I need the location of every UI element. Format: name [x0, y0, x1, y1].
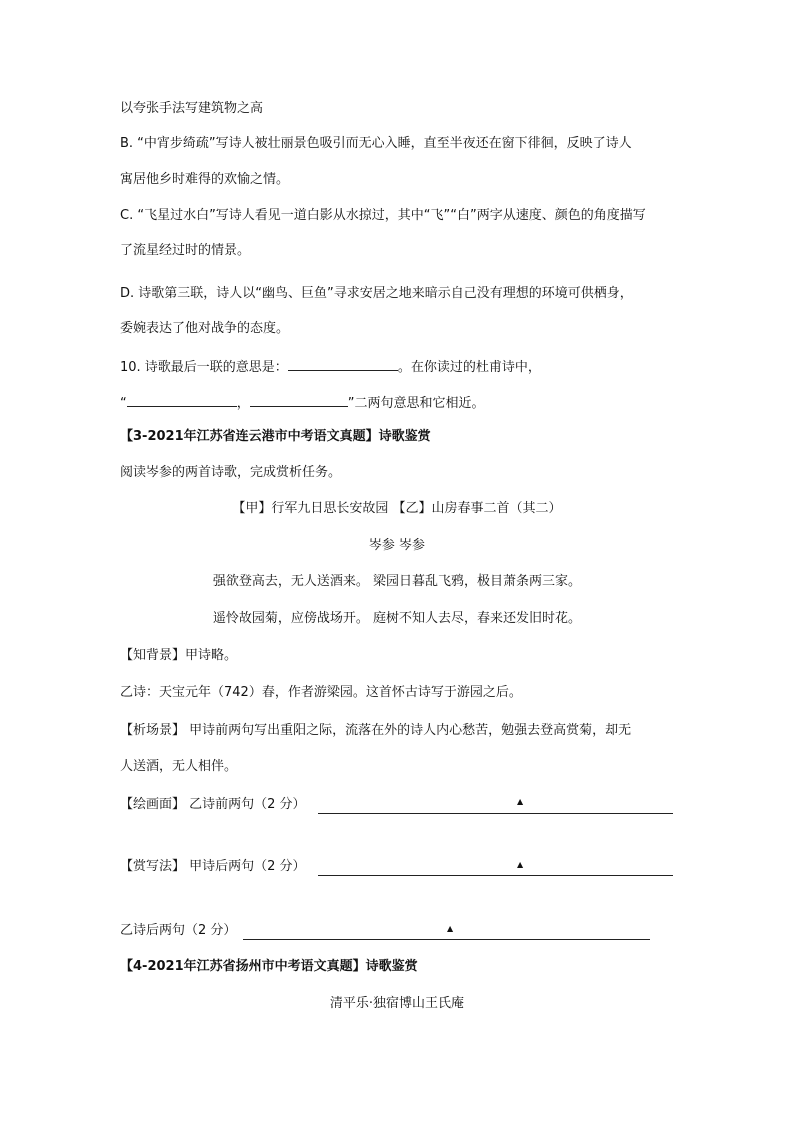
option-d-line2: 委婉表达了他对战争的态度。: [120, 321, 290, 336]
triangle-marker-icon: ▲: [447, 924, 454, 933]
answer-blank-2[interactable]: [127, 392, 237, 407]
background-label: 【知背景】甲诗略。: [120, 648, 238, 663]
yi-poem-question: 乙诗后两句（2 分）: [120, 923, 237, 938]
poem-authors: 岑参 岑参: [368, 538, 426, 553]
background-text: 乙诗：天宝元年（742）春，作者游梁园。这首怀古诗写于游园之后。: [120, 685, 522, 700]
answer-blank-1[interactable]: [288, 356, 398, 371]
appreciation-question: 【赏写法】 甲诗后两句（2 分）: [120, 859, 306, 874]
triangle-marker-icon: ▲: [517, 797, 524, 806]
draw-question: 【绘画面】 乙诗前两句（2 分）: [120, 797, 306, 812]
triangle-marker-icon: ▲: [517, 860, 524, 869]
poem-line-2: 遥怜故园菊，应傍战场开。 庭树不知人去尽，春来还发旧时花。: [212, 611, 582, 626]
question-10-line2: [120, 392, 485, 413]
option-b-line1: B. “中宵步绮疏”写诗人被壮丽景色吸引而无心入睡，直至半夜还在窗下徘徊，反映了诗人: [120, 136, 632, 151]
option-c-line2: 了流星经过时的情景。: [120, 243, 251, 258]
analysis-line2: 人送酒，无人相伴。: [120, 759, 238, 774]
question-10-suffix: 。在你读过的杜甫诗中，: [397, 360, 541, 375]
poem-title: 清平乐·独宿博山王氏庵: [329, 996, 465, 1011]
poem-titles: 【甲】行军九日思长安故园 【乙】山房春事二首（其二）: [232, 501, 562, 516]
question-10-line1: [120, 356, 541, 377]
comma: ，: [236, 396, 250, 411]
text-line: 以夸张手法写建筑物之高: [120, 101, 264, 116]
question-10-line2-suffix: ”二两句意思和它相近。: [347, 396, 485, 411]
option-d-line1: D. 诗歌第三联，诗人以“幽鸟、巨鱼”寻求安居之地来暗示自己没有理想的环境可供栖身，: [120, 286, 633, 301]
option-b-line2: 寓居他乡时难得的欢愉之情。: [120, 172, 290, 187]
poem-line-1: 强欲登高去，无人送酒来。 梁园日暮乱飞鸦，极目萧条两三家。: [212, 574, 582, 589]
analysis-line1: 【析场景】 甲诗前两句写出重阳之际，流落在外的诗人内心愁苦，勉强去登高赏菊，却无: [120, 723, 632, 738]
appreciation-answer-line[interactable]: [318, 859, 673, 876]
instruction-text: 阅读岑参的两首诗歌，完成赏析任务。: [120, 465, 342, 480]
question-10-prefix: 10. 诗歌最后一联的意思是：: [120, 360, 288, 375]
section-heading-4: 【4-2021年江苏省扬州市中考语文真题】诗歌鉴赏: [120, 959, 418, 974]
quote-open: “: [120, 396, 127, 411]
draw-answer-line[interactable]: [318, 797, 673, 814]
section-heading-3: 【3-2021年江苏省连云港市中考语文真题】诗歌鉴赏: [120, 429, 431, 444]
option-c-line1: C. “飞星过水白”写诗人看见一道白影从水掠过，其中“飞”“白”两字从速度、颜色的角度描写: [120, 208, 646, 223]
answer-blank-3[interactable]: [250, 392, 348, 407]
